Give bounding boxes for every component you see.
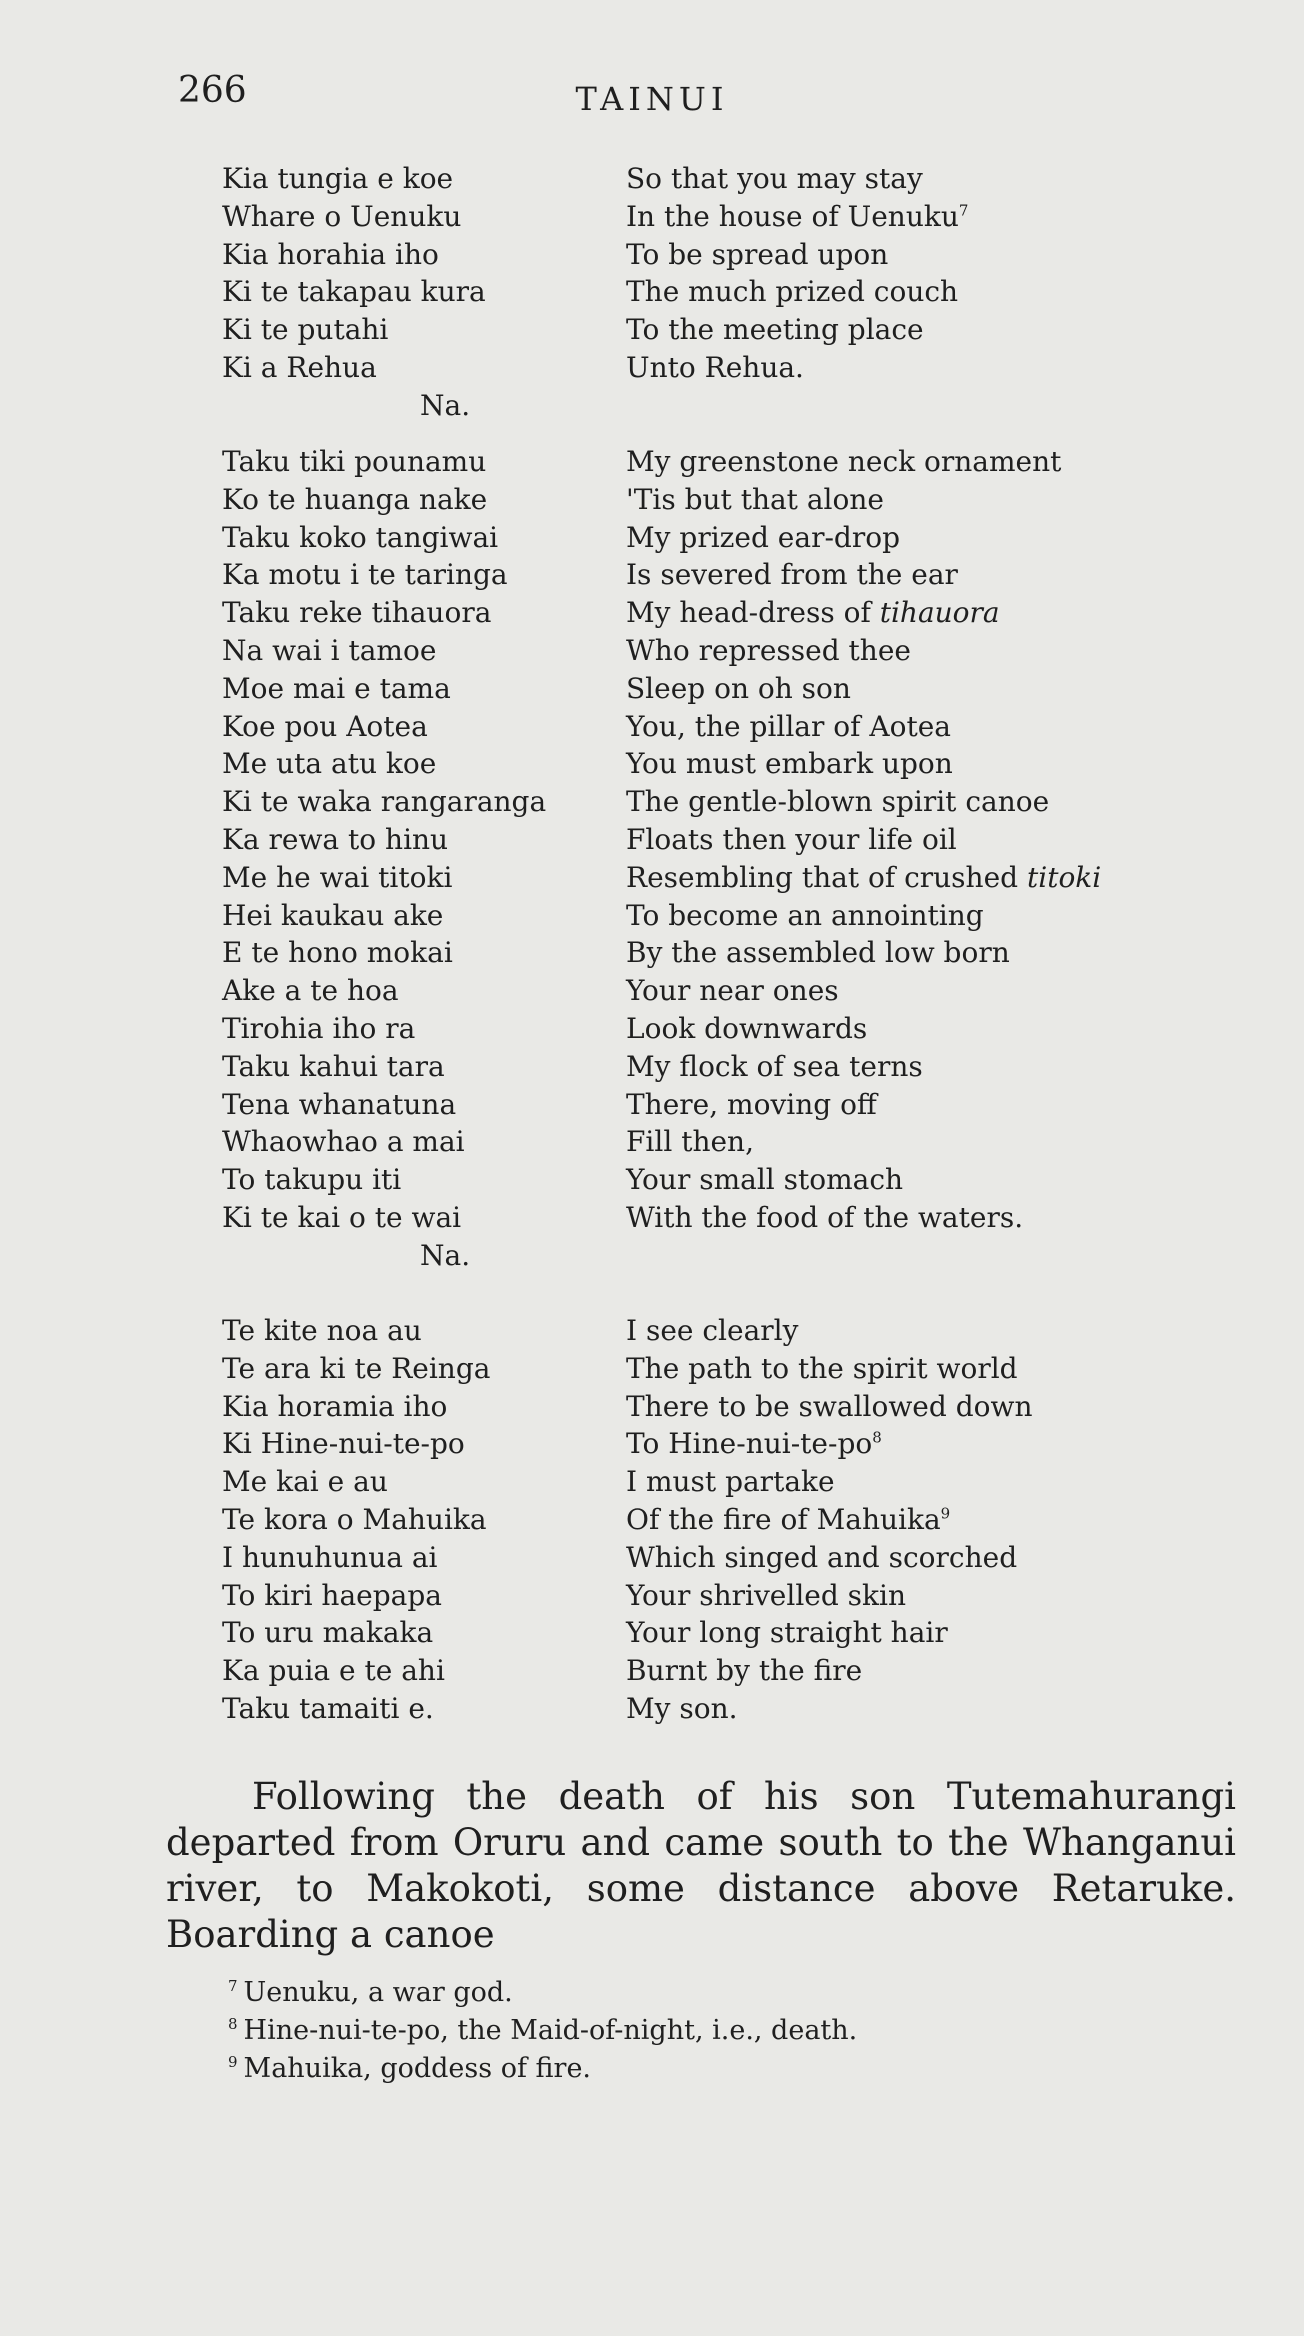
maori-text: Koe pou Aotea [222, 709, 428, 743]
maori-text: Whaowhao a mai [222, 1125, 465, 1159]
poem-line [0, 783, 1304, 821]
maori-text: Tirohia iho ra [222, 1011, 416, 1045]
maori-text: Taku tamaiti e. [222, 1691, 434, 1725]
poem-line [0, 1463, 1304, 1501]
maori-text: Me he wai titoki [222, 860, 453, 894]
english-text: You must embark upon [626, 747, 953, 781]
english-text: Who repressed thee [626, 633, 911, 667]
prose-text: Following the death of his son Tutemahurangi departed from Oruru and came south to the Whanganui river, to Makokoti, some distance above Retaruke. Boarding a canoe [166, 1775, 1236, 1956]
english-text: Your near ones [626, 974, 839, 1008]
english-text: Floats then your life oil [626, 822, 957, 856]
poem-line [0, 481, 1304, 519]
poem-line [0, 670, 1304, 708]
stanza-1 [0, 160, 1304, 425]
english-text: There to be swallowed down [626, 1389, 1033, 1423]
english-text: You, the pillar of Aotea [626, 709, 951, 743]
english-text: Your small stomach [626, 1163, 904, 1197]
maori-text: Kia tungia e koe [222, 162, 454, 195]
poem-line [0, 1539, 1304, 1577]
footnotes [228, 1974, 857, 2088]
poem-line [0, 972, 1304, 1010]
english-text: My head-dress of tihauora [626, 596, 1000, 630]
poem-line [0, 1652, 1304, 1690]
stanza-2 [0, 443, 1304, 1275]
stanza-closing: Na. [420, 388, 471, 422]
maori-text: Tena whanatuna [222, 1087, 457, 1121]
maori-text: Ka rewa to hinu [222, 822, 449, 856]
maori-text: Whare o Uenuku [222, 199, 462, 233]
english-text: To Hine-$nui-te-po^8$ [626, 1427, 882, 1461]
poem-line [0, 1388, 1304, 1426]
prose-paragraph [166, 1774, 1236, 1958]
footnote-text: Hine-nui-te-po, the Maid-of-night, i.e., death. [243, 2015, 858, 2046]
maori-text: Ki te putahi [222, 313, 389, 347]
maori-text: Ake a te hoa [222, 974, 399, 1008]
maori-text: Kia horahia iho [222, 237, 439, 271]
english-text: Your long straight hair [626, 1616, 948, 1650]
page-number: 266 [178, 70, 247, 111]
maori-text: I hunuhunua ai [222, 1540, 438, 1574]
maori-text: Kia horamia iho [222, 1389, 448, 1423]
english-text: My son. [626, 1691, 738, 1725]
english-text: The much prized couch [626, 275, 959, 309]
poem-line [0, 708, 1304, 746]
poem-line [0, 934, 1304, 972]
footnote [228, 1974, 857, 2012]
poem-line [0, 594, 1304, 632]
poem-line [0, 1577, 1304, 1615]
poem-line [0, 632, 1304, 670]
poem-line [0, 1161, 1304, 1199]
english-text: There, moving off [626, 1087, 877, 1121]
maori-text: To kiri haepapa [222, 1578, 442, 1612]
footnote-mark: 9 [228, 2053, 238, 2071]
english-text: Your shrivelled skin [626, 1578, 906, 1612]
poem-line [0, 273, 1304, 311]
english-text: Burnt by the fire [626, 1654, 863, 1688]
maori-text: Ko te huanga nake [222, 482, 488, 516]
english-text: Sleep on oh son [626, 671, 851, 705]
poem-line [0, 556, 1304, 594]
poem-line [0, 1312, 1304, 1350]
footnote-text: Mahuika, goddess of fire. [243, 2053, 592, 2084]
poem-line [0, 1350, 1304, 1388]
poem-line [0, 1086, 1304, 1124]
maori-text: Me kai e au [222, 1465, 388, 1499]
poem-line [0, 1010, 1304, 1048]
poem-line [0, 745, 1304, 783]
footnote-ref: 8 [872, 1429, 882, 1448]
english-text: I must partake [626, 1465, 835, 1499]
poem-line [0, 1501, 1304, 1539]
maori-text: Taku kahui tara [222, 1049, 445, 1083]
poem-line [0, 1425, 1304, 1463]
stanza-3 [0, 1312, 1304, 1728]
english-text: To the meeting place [626, 313, 924, 347]
maori-text: Te ara ki te Reinga [222, 1351, 491, 1385]
maori-text: Moe mai e tama [222, 671, 451, 705]
maori-text: To uru makaka [222, 1616, 434, 1650]
footnote-ref: 7 [958, 201, 969, 220]
maori-text: To takupu iti [222, 1163, 402, 1197]
poem-line [0, 198, 1304, 236]
maori-text: Ki te takapau kura [222, 275, 486, 309]
english-text: Look downwards [626, 1011, 868, 1045]
footnote [228, 2050, 857, 2088]
maori-text: Na wai i tamoe [222, 633, 437, 667]
poem-line [0, 821, 1304, 859]
english-text: Fill then, [626, 1125, 754, 1159]
footnote-ref: 9 [940, 1504, 951, 1523]
english-text: I see clearly [626, 1314, 799, 1347]
poem-line [0, 519, 1304, 557]
poem-line [0, 160, 1304, 198]
english-text: Is severed from the ear [626, 558, 958, 592]
maori-text: Taku reke tihauora [222, 596, 492, 630]
english-text: By the assembled low born [626, 936, 1010, 970]
poem-line [0, 349, 1304, 387]
english-text: To become an annointing [626, 898, 984, 932]
english-text: In the house of Uenuku$^7$ [626, 199, 969, 233]
english-text: My greenstone neck ornament [626, 445, 1062, 478]
poem-line [0, 1690, 1304, 1728]
poem-line [0, 311, 1304, 349]
maori-text: Hei kaukau ake [222, 898, 444, 932]
maori-text: E te hono mokai [222, 936, 453, 970]
poem-line [0, 1199, 1304, 1237]
english-text: Unto Rehua. [626, 350, 804, 384]
footnote [228, 2012, 857, 2050]
maori-text: Ki Hine-nui-te-po [222, 1427, 465, 1461]
footnote-text: Uenuku, a war god. [243, 1977, 513, 2008]
italic-term: titoki [1026, 860, 1102, 894]
poem-line [0, 1123, 1304, 1161]
poem-line [0, 236, 1304, 274]
english-text: Resembling that of crushed titoki [626, 860, 1102, 894]
poem-line [0, 1614, 1304, 1652]
running-title: TAINUI [575, 80, 729, 118]
english-text: The path to the spirit world [626, 1351, 1018, 1385]
english-text: My flock of sea terns [626, 1049, 923, 1083]
maori-text: Taku tiki pounamu [222, 445, 487, 478]
maori-text: Ka motu i te taringa [222, 558, 508, 592]
poem-line [0, 859, 1304, 897]
maori-text: Ki te kai o te wai [222, 1200, 462, 1234]
english-text: To be spread upon [626, 237, 889, 271]
stanza-closing: Na. [420, 1238, 471, 1272]
maori-text: Ki a Rehua [222, 350, 377, 384]
maori-text: Te kite noa au [222, 1314, 422, 1347]
english-text: 'Tis but that alone [626, 482, 884, 516]
english-text: With the food of the waters. [626, 1200, 1024, 1234]
english-text: So that you may stay [626, 162, 923, 195]
english-text: The gentle-blown spirit canoe [626, 785, 1050, 819]
italic-term: tihauora [879, 596, 1000, 630]
english-text: Which singed and scorched [626, 1540, 1018, 1574]
poem-line [0, 897, 1304, 935]
maori-text: Me uta atu koe [222, 747, 437, 781]
footnote-mark: 7 [228, 1977, 238, 1995]
poem-line [0, 1048, 1304, 1086]
maori-text: Ka puia e te ahi [222, 1654, 445, 1688]
english-text: Of the fire of Mahuika$^9$ [626, 1502, 951, 1536]
maori-text: Taku koko tangiwai [222, 520, 499, 554]
footnote-mark: 8 [228, 2015, 238, 2033]
maori-text: Te kora o Mahuika [222, 1502, 487, 1536]
english-text: My prized ear-drop [626, 520, 900, 554]
maori-text: Ki te waka rangaranga [222, 785, 547, 819]
poem-line [0, 443, 1304, 481]
